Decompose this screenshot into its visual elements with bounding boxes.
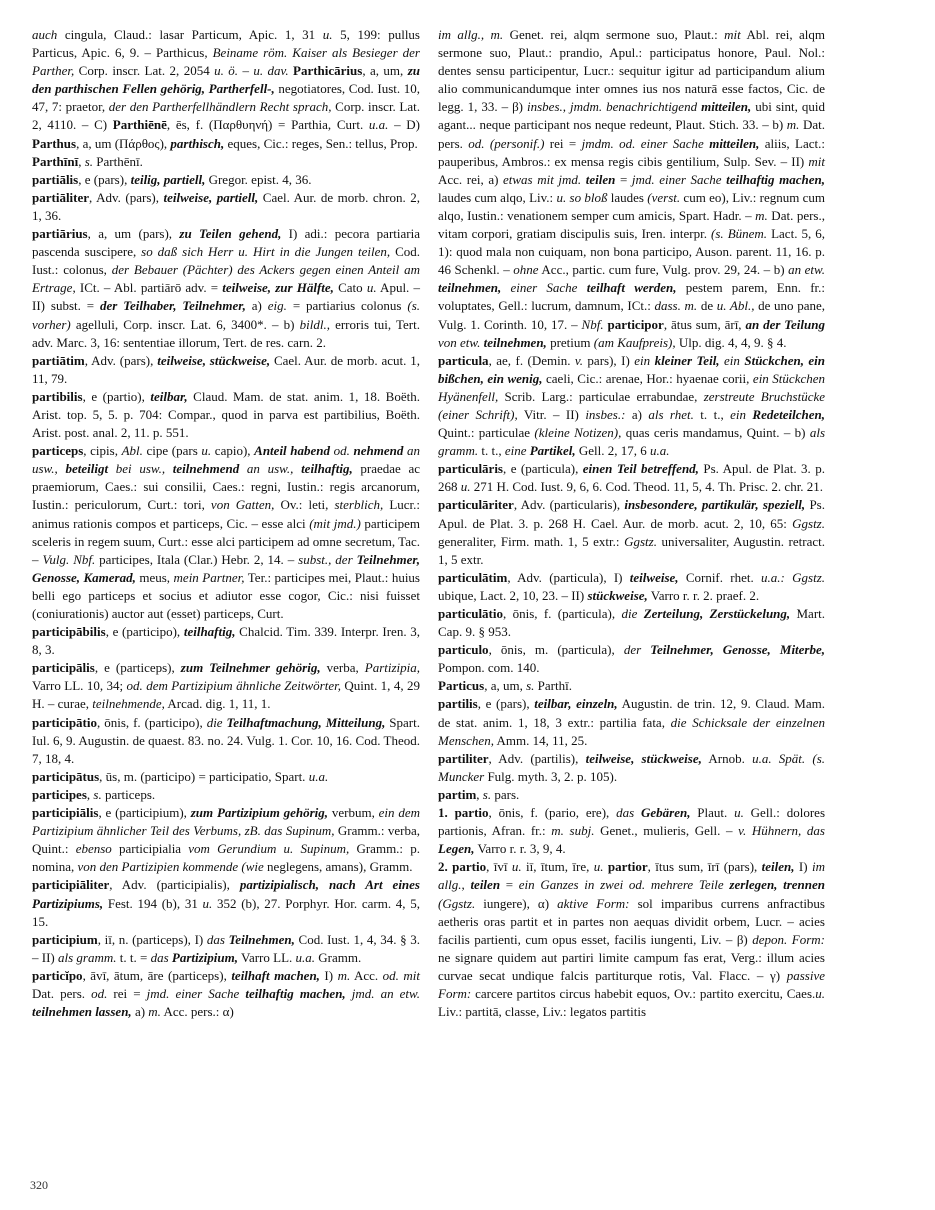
dictionary-entry: partiāliter, Adv. (pars), teilweise, partiell, Cael. Aur. de morb. chron. 2, 1, 36. (32, 189, 420, 223)
dictionary-entry: particĭpo, āvī, ātum, āre (particeps), teilhaft machen, I) m. Acc. od. mit Dat. pers. od. rei = jmd. einer Sache teilhaftig machen, jmd. an etw. teilnehmen lassen, a) m. Acc. pers.: α) (32, 967, 421, 1020)
dictionary-entry: particulāris, e (particula), einen Teil betreffend, Ps. Apul. de Plat. 3. p. 268 u. 271 H. Cod. Iust. 9, 6, 6. Cod. Theod. 11, 5, 4. Th. Prisc. 2. chr. 21. (438, 461, 825, 495)
dictionary-entry: Particus, a, um, s. Parthī. (438, 678, 572, 694)
dictionary-entry: 1. partio, ōnis, f. (pario, ere), das Gebären, Plaut. u. Gell.: dolores partionis, Afran. fr.: m. subj. Genet., mulieris, Gell. – v. Hühnern, das Legen, Varro r. r. 3, 9, 4. (438, 805, 825, 857)
dictionary-entry: participātus, ūs, m. (participo) = participatio, Spart. u.a. (32, 768, 329, 784)
dictionary-entry: participium, iī, n. (particeps), I) das Teilnehmen, Cod. Iust. 1, 4, 34. § 3. – II) als gramm. t. t. = das Partizipium, Varro LL. u.a. Gramm. (32, 931, 421, 965)
dictionary-entry: participābilis, e (participo), teilhaftig, Chalcid. Tim. 339. Interpr. Iren. 3, 8, 3. (32, 624, 420, 658)
dictionary-entry: participes, s. particeps. (32, 786, 156, 802)
dictionary-entry: particulo, ōnis, m. (particula), der Teilnehmer, Genosse, Miterbe, Pompon. com. 140. (438, 642, 826, 676)
dictionary-entry: auch cingula, Claud.: lasar Particum, Apic. 1, 31 u. 5, 199: pullus Particus, Apic. 6, 9. – Parthicus, Beiname röm. Kaiser als Besieger der Parther, Corp. inscr. Lat. 2, 2054 u. ö. – u. dav. Parthicārius, a, um, zu den parthischen Fellen gehörig, Partherfell-, negotiatores, Cod. Iust. 10, 47, 7: praetor, der den Partherfellhändlern Recht sprach, Corp. inscr. Lat. 2, 4110. – C) Parthiēnē, ēs, f. (Παρθυηνή) = Parthia, Curt. u.a. – D) Parthus, a, um (Πάρθος), parthisch, eques, Cic.: reges, Sen.: tellus, Prop. (32, 27, 420, 151)
dictionary-entry: partibilis, e (partio), teilbar, Claud. Mam. de stat. anim. 1, 18. Boëth. Arist. top. 5, 5. p. 704: Compar., quod in parva est partibilius, Boëth. Arist. post. anal. 2, 11. p. 551. (32, 388, 420, 441)
dictionary-entry: participātio, ōnis, f. (participo), die Teilhaftmachung, Mitteilung, Spart. Iul. 6, 9. Augustin. de quaest. 83. no. 24. Vulg. 1. Cor. 10, 16. Cod. Theod. 7, 18, 4. (32, 714, 420, 766)
dictionary-entry: participiālis, e (participium), zum Partizipium gehörig, verbum, ein dem Partizipium ähnlicher Teil des Verbums, zB. das Supinum, Gramm.: verba, Quint.: ebenso participialia vom Gerundium u. Supinum, Gramm.: p. nomina, von den Partizipien kommende (wie neglegens, amans), Gramm. (32, 805, 420, 875)
dictionary-entry: partiliter, Adv. (partilis), teilweise, stückweise, Arnob. u.a. Spät. (s. Muncker Fulg. myth. 3, 2. p. 105). (438, 750, 826, 784)
dictionary-entry: particula, ae, f. (Demin. v. pars), I) ein kleiner Teil, ein Stückchen, ein bißchen, ein wenig, caeli, Cic.: arenae, Hor.: hyaenae corii, ein Stückchen Hyänenfell, Scrib. Larg.: particulae errabundae, zerstreute Bruchstücke (einer Schrift), Vitr. – II) insbes.: a) als rhet. t. t., ein Redeteilchen, Quint.: particulae (kleine Notizen), quas ceris mandamus, Quint. – b) als gramm. t. t., eine Partikel, Gell. 2, 17, 6 u.a. (438, 352, 826, 459)
dictionary-entry: partiālis, e (pars), teilig, partiell, Gregor. epist. 4, 36. (32, 171, 312, 187)
dictionary-entry: particulātio, ōnis, f. (particula), die Zerteilung, Zerstückelung, Mart. Cap. 9. § 953. (438, 606, 826, 640)
dictionary-entry: Parthīnī, s. Parthēnī. (32, 153, 143, 169)
dictionary-entry: participiāliter, Adv. (participialis), partizipialisch, nach Art eines Partizipiums, Fest. 194 (b), 31 u. 352 (b), 27. Porphyr. Hor. carm. 4, 5, 15. (32, 877, 420, 929)
dictionary-entry: participālis, e (particeps), zum Teilnehmer gehörig, verba, Partizipia, Varro LL. 10, 34; od. dem Partizipium ähnliche Zeitwörter, Quint. 1, 4, 29 H. – curae, teilnehmende, Arcad. dig. 1, 11, 1. (32, 660, 421, 712)
dictionary-entry: im allg., m. Genet. rei, alqm sermone suo, Plaut.: mit Abl. rei, alqm sermone suo, Plaut.: prandio, Apul.: participatus honore, Paul. Nol.: dentes sensu participentur, Lucr.: sequitur igitur ad participandum alium alio communicandumque inter omnes ius nos naturā esse factos, Cic. de legg. 1, 33. – β) insbes., jmdm. benachrichtigend mitteilen, ubi sint, quid agant... neque participant nos neque redeunt, Plaut. Stich. 33. – b) m. Dat. pers. od. (personif.) rei = jmdm. od. einer Sache mitteilen, aliis, Lact.: pauperibus, Ambros.: ex mensa regis cibis gentilium, Sulp. Sev. – II) mit Acc. rei, a) etwas mit jmd. teilen = jmd. einer Sache teilhaftig machen, laudes cum alqo, Liv.: u. so bloß laudes (verst. cum eo), Liv.: regnum cum alqo, Iustin.: venationem semper cum amicis, Spart. Hadr. – m. Dat. pers., vitam corpori, gratiam discipulis suis, Iren. interpr. (s. Bünem. Lact. 5, 6, 1): quod mala non cuiquam, non bona participo, Auson. parent. 11, 16. p. 46 Schenkl. – ohne Acc., partic. cum fure, Vulg. prov. 29, 24. – b) an etw. teilnehmen, einer Sache teilhaft werden, pestem parem, Enn. fr.: voluptates, Gell.: lucrum, damnum, ICt.: dass. m. de u. Abl., de uno pane, Vulg. 1. Corinth. 10, 17. – Nbf. participor, ātus sum, ārī, an der Teilung von etw. teilnehmen, pretium (am Kaufpreis), Ulp. dig. 4, 4, 9. § 4. (438, 27, 826, 350)
dictionary-entry: particulāriter, Adv. (particularis), insbesondere, partikulär, speziell, Ps. Apul. de Plat. 3. p. 268 H. Cael. Aur. de morb. acut. 2, 10, 65: Ggstz. generaliter, Firm. math. 1, 5 extr.: Ggstz. universaliter, Augustin. retract. 1, 5 extr. (438, 497, 825, 567)
dictionary-entry: partiārius, a, um (pars), zu Teilen gehend, I) adi.: pecora partiaria pascenda suscipere, so daß sich Herr u. Hirt in die Jungen teilen, Cod. Iust.: colonus, der Bebauer (Pächter) des Ackers gegen einen Anteil am Ertrage, ICt. – Abl. partiārō adv. = teilweise, zur Hälfte, Cato u. Apul. – II) subst. = der Teilhaber, Teilnehmer, a) eig. = partiarius colonus (s. vorher) agelluli, Corp. inscr. Lat. 6, 3400*. – b) bildl., erroris tui, Tert. adv. Marc. 3, 16: sententiae illorum, Tert. de res. carn. 2. (32, 226, 421, 350)
dictionary-entry: partilis, e (pars), teilbar, einzeln, Augustin. de trin. 12, 9. Claud. Mam. de stat. anim. 1, 18, 3 extr.: partilia fata, die Schicksale der einzelnen Menschen, Amm. 14, 11, 25. (438, 696, 825, 748)
dictionary-entry: particulātim, Adv. (particula), I) teilweise, Cornif. rhet. u.a.: Ggstz. ubique, Lact. 2, 10, 23. – II) stückweise, Varro r. r. 2. praef. 2. (438, 569, 826, 603)
dictionary-entry: partiātim, Adv. (pars), teilweise, stückweise, Cael. Aur. de morb. acut. 1, 11, 79. (32, 352, 420, 386)
dictionary-entry: particeps, cipis, Abl. cipe (pars u. capio), Anteil habend od. nehmend an usw., beteiligt bei usw., teilnehmend an usw., teilhaftig, praedae ac praemiorum, Caes.: sui consilii, Caes.: regni, Iustin.: regis arcanorum, Iustin.: periculorum, Curt.: tori, von Gatten, Ov.: leti, sterblich, Lucr.: animus rationis compos et particeps, Cic. – esse alci (mit jmd.) participem sceleris in regem suum, Curt.: esse alci participem ad omne secretum, Tac. – Vulg. Nbf. participes, Itala (Clar.) Hebr. 2, 14. – subst., der Teilnehmer, Genosse, Kamerad, meus, mein Partner, Ter.: participes mei, Plaut.: huius belli ego particeps et socius et adiutor esse cogor, Cic.: nisi fuisset (coniurationis) auctor aut (esset) particeps, Curt. (32, 443, 421, 621)
dictionary-entry: partim, s. pars. (438, 786, 520, 802)
left-column (32, 26, 420, 1021)
right-column (438, 26, 825, 1021)
page-number: 320 (30, 1178, 48, 1192)
dictionary-entry: 2. partio, īvī u. iī, ītum, īre, u. partior, ītus sum, īrī (pars), teilen, I) im allg., teilen = ein Ganzes in zwei od. mehrere Teile zerlegen, trennen (Ggstz. iungere), α) aktive Form: sol imparibus currens anfractibus aetheris oras partit et in partes non aequas dividit orbem, Lucr. – acies facilis partienti, cum opus esset, facilis iungenti, Liv. – β) depon. Form: ne signare quidem aut partiri limite campum fas erat, Verg.: illum acies curvae secat undique falcis partiturque rotis, Val. Flacc. – γ) passive Form: carcere partitos circus habebit equos, Ov.: partito exercitu, Caes.u. Liv.: partitā, classe, Liv.: legatos partitis (438, 859, 826, 1020)
